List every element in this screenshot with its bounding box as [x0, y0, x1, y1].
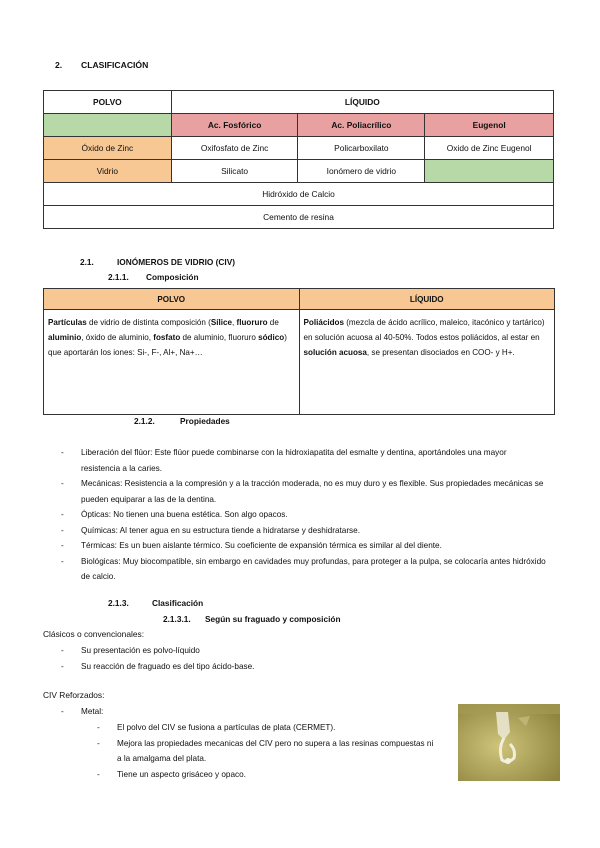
powder-cell: Óxido de Zinc [44, 137, 172, 160]
list-item [61, 445, 546, 476]
text-bold: Poliácidos [303, 318, 344, 327]
dash: - [61, 556, 64, 566]
item-text: Biológicas: Muy biocompatible, sin embargo en cavidades muy profundas, para proteger a la pulpa, se colocaría antes hidróxido de calcio. [81, 556, 546, 581]
section-title: CLASIFICACIÓN [81, 60, 149, 70]
text: de vidrio de distinta composición ( [86, 318, 211, 327]
dash: - [61, 646, 64, 655]
item-text: Tiene un aspecto grisáceo y opaco. [117, 769, 246, 779]
classic-title: Clásicos o convencionales: [43, 629, 145, 639]
span-row: Cemento de resina [44, 206, 554, 229]
powder-description [44, 310, 300, 415]
subsection-title: Según su fraguado y composición [205, 614, 341, 624]
empty-green-cell [425, 160, 554, 183]
powder-cell: Vidrio [44, 160, 172, 183]
dash: - [61, 448, 64, 457]
table-cell: Silicato [171, 160, 298, 183]
list-item [61, 523, 546, 539]
list-item [97, 720, 437, 736]
liquid-header: LÍQUIDO [171, 91, 553, 114]
dash: - [61, 707, 64, 716]
metal-list [97, 720, 437, 782]
item-text: Liberación del flúor: Este flúor puede combinarse con la hidroxiapatita del esmalte y dentina, aportándoles una mayor resistencia a la caries. [81, 448, 507, 473]
item-text: El polvo del CIV se fusiona a partículas de plata (CERMET). [117, 723, 336, 732]
liquid-header: LÍQUIDO [299, 289, 555, 310]
list-item [61, 659, 541, 675]
list-item [61, 704, 361, 720]
cermet-photo [458, 704, 560, 781]
acid-header: Ac. Poliacrílico [298, 114, 425, 137]
classic-list [61, 643, 541, 674]
liquid-description [299, 310, 555, 415]
subsection-number: 2.1.2. [134, 416, 155, 426]
text-bold: Partículas [48, 318, 87, 327]
table-cell: Policarboxilato [298, 137, 425, 160]
subsection-number: 2.1.3.1. [163, 614, 191, 624]
item-text: Térmicas: Es un buen aislante térmico. Su coeficiente de expansión térmica es similar al del diente. [81, 541, 442, 550]
dash: - [97, 723, 100, 732]
composition-table [43, 288, 555, 415]
item-text: Mejora las propiedades mecanicas del CIV pero no supera a las resinas compuestas ni a la amalgama del plata. [117, 738, 434, 763]
powder-header: POLVO [44, 289, 300, 310]
text: de aluminio, fluoruro [180, 333, 259, 342]
list-item [97, 736, 437, 767]
section-heading [55, 60, 148, 70]
text: , óxido de aluminio, [81, 333, 154, 342]
table-cell: Ionómero de vidrio [298, 160, 425, 183]
list-item [97, 767, 437, 783]
dash: - [61, 541, 64, 550]
text-bold: Sílice [210, 318, 233, 327]
properties-list [61, 445, 546, 585]
text: (mezcla de ácido acrílico, maleico, itacónico y tartárico) en solución acuosa al 40-50%. Todos estos poliácidos, al estar en [303, 318, 545, 342]
subsection-number: 2.1.3. [108, 598, 129, 608]
text-bold: solución acuosa [303, 348, 367, 357]
list-item [61, 507, 546, 523]
subsection-title: IONÓMEROS DE VIDRIO (CIV) [117, 257, 236, 267]
subsection-number: 2.1. [80, 257, 94, 267]
subsection-heading [80, 257, 235, 267]
subsection-title: Composición [146, 272, 199, 282]
subsection-heading [134, 416, 230, 426]
item-text: Químicas: Al tener agua en su estructura tiende a hidratarse y deshidratarse. [81, 525, 360, 535]
text: de [267, 318, 279, 327]
list-item [61, 554, 546, 585]
item-text: Ópticas: No tienen una buena estética. Son algo opacos. [81, 510, 288, 519]
text: , [232, 318, 237, 327]
empty-green-cell [44, 114, 172, 137]
list-item [61, 476, 546, 507]
dash: - [61, 479, 64, 488]
item-text: Su presentación es polvo-líquido [81, 646, 200, 655]
acid-header: Eugenol [425, 114, 554, 137]
text-bold: fluoruro [236, 318, 268, 327]
acid-header: Ac. Fosfórico [171, 114, 298, 137]
reinforced-list [61, 704, 361, 720]
dash: - [97, 738, 100, 748]
item-text: Su reacción de fraguado es del tipo ácido-base. [81, 661, 255, 671]
list-item [61, 643, 541, 659]
text: ) que aportarán los iones: Si-, F-, Al+, Na+… [48, 333, 287, 357]
span-row: Hidróxido de Calcio [44, 183, 554, 206]
subsection-heading [163, 614, 341, 624]
photo-illustration [458, 704, 560, 781]
reinforced-title: CIV Reforzados: [43, 690, 105, 700]
classification-table [43, 90, 554, 229]
subsection-title: Propiedades [180, 416, 230, 426]
list-item [61, 538, 546, 554]
text-bold: aluminio [48, 333, 82, 342]
subsection-heading [108, 598, 203, 608]
text-bold: fosfato [153, 333, 181, 342]
item-text: Metal: [81, 707, 104, 716]
dash: - [97, 769, 100, 779]
subsection-heading [108, 272, 199, 282]
dash: - [61, 661, 64, 671]
table-cell: Oxido de Zinc Eugenol [425, 137, 554, 160]
dash: - [61, 525, 64, 535]
text: , se presentan disociados en COO- y H+. [366, 348, 515, 357]
subsection-number: 2.1.1. [108, 272, 129, 282]
table-cell: Oxifosfato de Zinc [171, 137, 298, 160]
subsection-title: Clasificación [152, 598, 204, 608]
dash: - [61, 510, 64, 519]
powder-header: POLVO [44, 91, 172, 114]
text-bold: sódico [258, 333, 285, 342]
section-number: 2. [55, 60, 63, 70]
item-text: Mecánicas: Resistencia a la compresión y a la tracción moderada, no es muy duro y es flexible. Sus propiedades mecánicas se pueden equiparar a las de la dentina. [81, 479, 544, 504]
